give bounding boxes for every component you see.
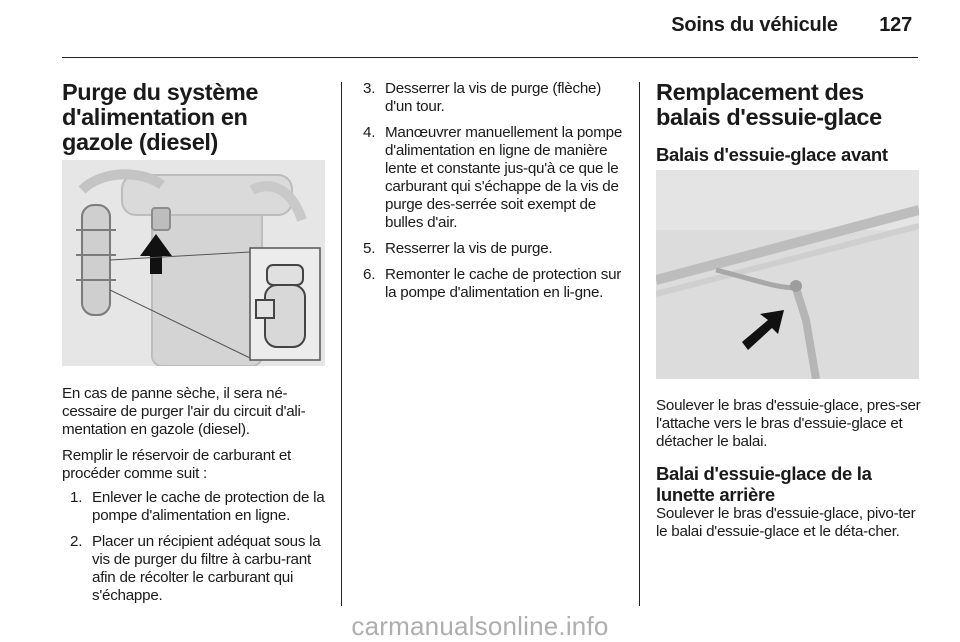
purge-heading: Purge du système d'alimentation en gazole (diesel)	[62, 79, 259, 155]
wiper-heading: Remplacement des balais d'essuie-glace	[656, 79, 882, 130]
step-text: Placer un récipient adéquat sous la vis de purger du filtre à carbu-rant afin de récolter le carburant qui s'échappe.	[92, 533, 321, 604]
list-item	[357, 80, 627, 116]
front-wiper-subheading: Balais d'essuie-glace avant	[656, 144, 888, 165]
step-number: 3.	[363, 80, 376, 97]
column-2	[357, 80, 627, 310]
steps-list-2	[357, 80, 627, 302]
step-text: Enlever le cache de protection de la pompe d'alimentation en ligne.	[92, 489, 325, 524]
steps-list-1	[62, 489, 330, 605]
step-number: 5.	[363, 240, 376, 257]
column-3	[656, 80, 921, 165]
intro-paragraph: En cas de panne sèche, il sera né-cessaire de purger l'air du circuit d'ali-mentation en gazole (diesel).	[62, 385, 306, 438]
list-item	[357, 266, 627, 302]
wiper-illustration	[656, 170, 919, 379]
step-number: 2.	[70, 533, 83, 550]
step-text: Manœuvrer manuellement la pompe d'alimentation en ligne de manière lente et constante jus-qu'à ce que le carburant qui s'échappe de la vis de purge des-serrée soit exempt de bulles d'air.	[385, 124, 623, 231]
step-number: 1.	[70, 489, 83, 506]
header-rule	[62, 57, 918, 58]
wiper-drawing	[656, 170, 919, 379]
column-1-text	[62, 385, 330, 613]
step-text: Resserrer la vis de purge.	[385, 240, 553, 257]
fuel-filter-illustration	[62, 160, 325, 366]
rear-wiper-paragraph: Soulever le bras d'essuie-glace, pivo-ter le balai d'essuie-glace et le déta-cher.	[656, 505, 916, 540]
section-title: Soins du véhicule	[671, 14, 838, 36]
list-item	[64, 489, 330, 525]
front-wiper-paragraph: Soulever le bras d'essuie-glace, pres-ser l'attache vers le bras d'essuie-glace et détacher le balai.	[656, 397, 921, 450]
step-text: Remonter le cache de protection sur la pompe d'alimentation en li-gne.	[385, 266, 622, 301]
step-text: Desserrer la vis de purge (flèche) d'un tour.	[385, 80, 602, 115]
column-divider-1	[341, 82, 342, 606]
rear-wiper-subheading: Balai d'essuie-glace de la lunette arrière	[656, 463, 872, 505]
page-number: 127	[879, 14, 912, 36]
column-3-text	[656, 397, 921, 541]
list-item	[357, 240, 627, 258]
column-divider-2	[639, 82, 640, 606]
column-1	[62, 80, 330, 155]
list-item	[357, 124, 627, 232]
page-header	[671, 14, 912, 37]
step-number: 6.	[363, 266, 376, 283]
list-item	[64, 533, 330, 605]
fuel-filter-drawing	[62, 160, 325, 366]
step-number: 4.	[363, 124, 376, 141]
watermark: carmanualsonline.info	[351, 611, 609, 641]
procedure-paragraph: Remplir le réservoir de carburant et procéder comme suit :	[62, 447, 292, 482]
